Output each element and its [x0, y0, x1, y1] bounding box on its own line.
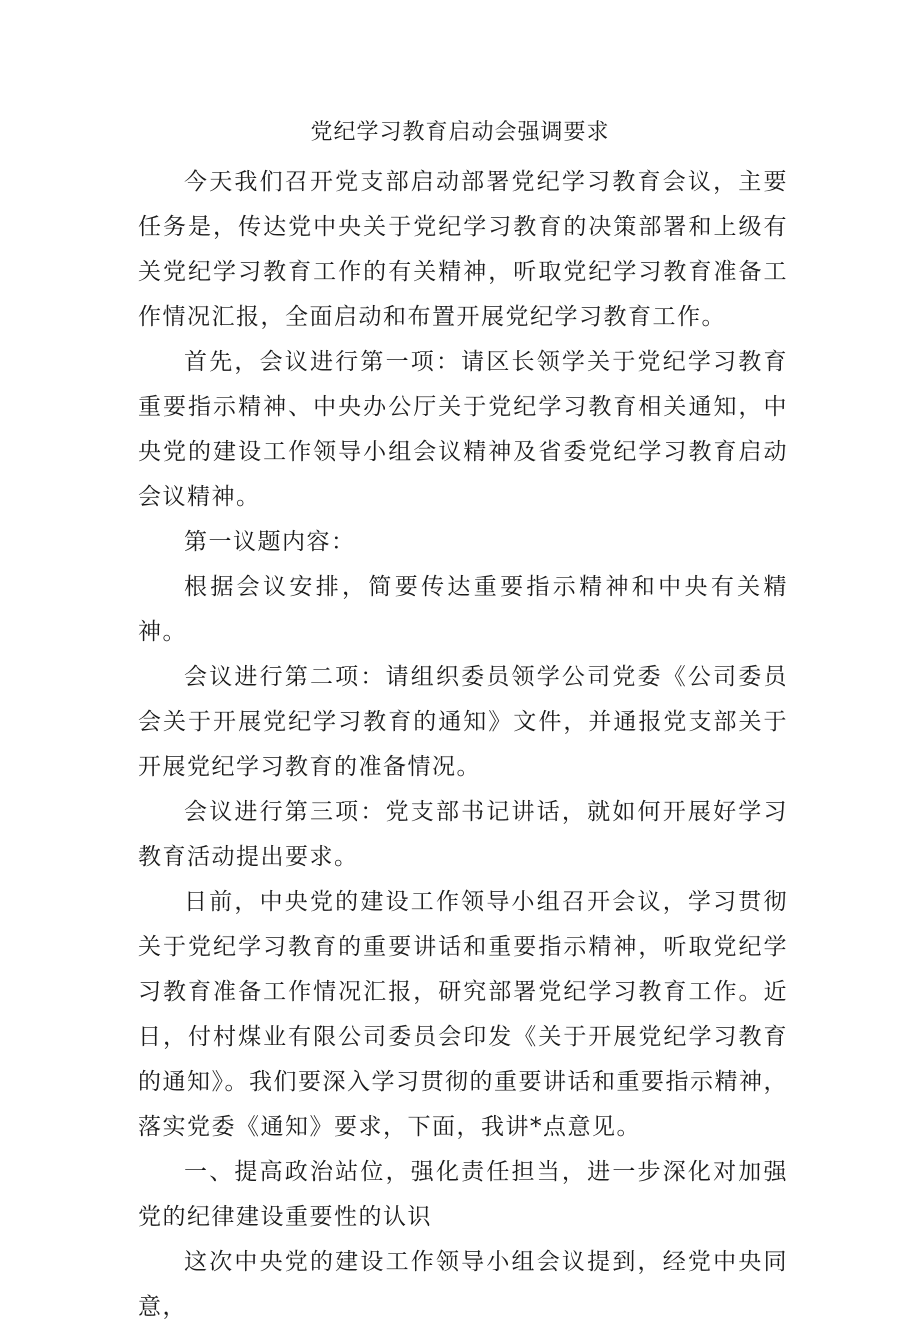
- document-title: 党纪学习教育启动会强调要求: [310, 120, 610, 145]
- paragraph: 会议进行第二项：请组织委员领学公司党委《公司委员会关于开展党纪学习教育的通知》文件，并通报党支部关于开展党纪学习教育的准备情况。: [138, 664, 788, 780]
- document-body: [138, 160, 788, 1330]
- paragraph: 会议进行第三项：党支部书记讲话，就如何开展好学习教育活动提出要求。: [138, 799, 788, 870]
- paragraph: 根据会议安排，简要传达重要指示精神和中央有关精神。: [138, 574, 788, 645]
- paragraph: 首先，会议进行第一项：请区长领学关于党纪学习教育重要指示精神、中央办公厅关于党纪学习教育相关通知，中央党的建设工作领导小组会议精神及省委党纪学习教育启动会议精神。: [138, 349, 788, 510]
- paragraph: 第一议题内容：: [184, 529, 356, 555]
- paragraph: 日前，中央党的建设工作领导小组召开会议，学习贯彻关于党纪学习教育的重要讲话和重要指示精神，听取党纪学习教育准备工作情况汇报，研究部署党纪学习教育工作。近日，付村煤业有限公司委员会印发《关于开展党纪学习教育的通知》。我们要深入学习贯彻的重要讲话和重要指示精神，落实党委《通知》要求，下面，我讲*点意见。: [138, 889, 788, 1140]
- paragraph: 这次中央党的建设工作领导小组会议提到，经党中央同意，: [138, 1249, 788, 1320]
- paragraph: 今天我们召开党支部启动部署党纪学习教育会议，主要任务是，传达党中央关于党纪学习教育的决策部署和上级有关党纪学习教育工作的有关精神，听取党纪学习教育准备工作情况汇报，全面启动和布置开展党纪学习教育工作。: [138, 169, 788, 330]
- section-heading: 一、提高政治站位，强化责任担当，进一步深化对加强党的纪律建设重要性的认识: [138, 1159, 788, 1230]
